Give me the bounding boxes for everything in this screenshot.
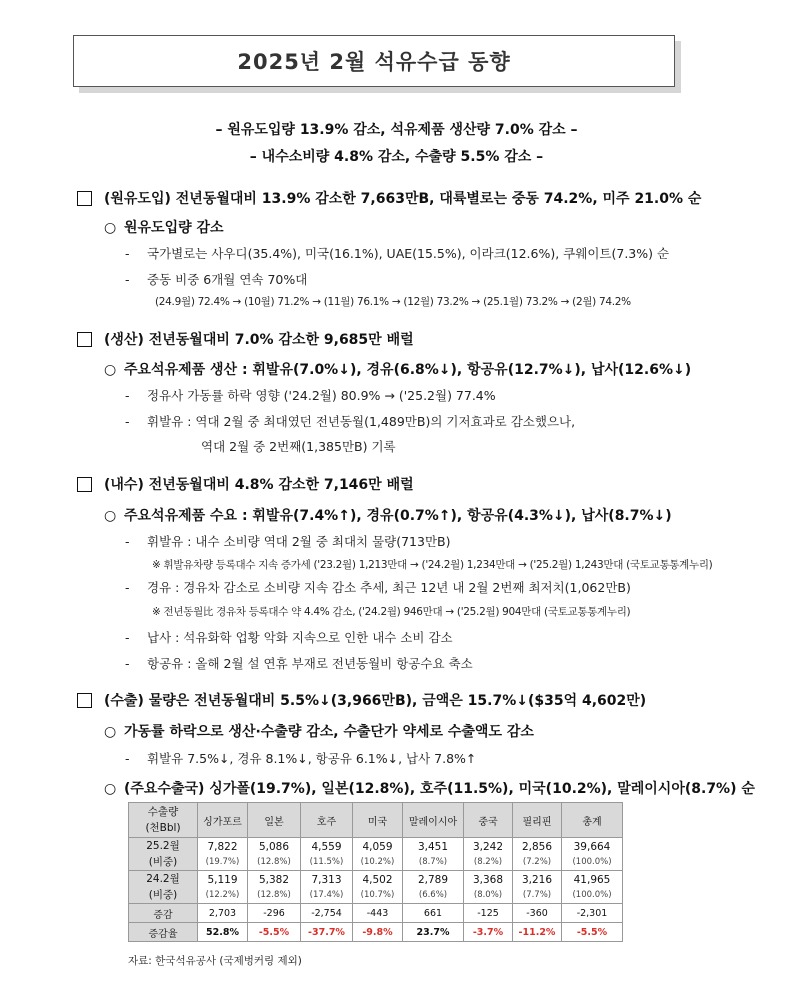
change-cell: -125: [464, 904, 513, 923]
dash-bullet-icon: -: [125, 630, 130, 645]
item-jetfuel-demand: [125, 654, 473, 672]
item-refinery-rate: [125, 386, 496, 404]
item-country-share: [125, 244, 669, 262]
sub-heading: (주요수출국) 싱가폴(19.7%), 일본(12.8%), 호주(11.5%), 미국(10.2%), 말레이시아(8.7%) 순: [124, 781, 755, 797]
table-cell: 5,382 (12.8%): [248, 871, 301, 904]
section-heading: (원유도입) 전년동월대비 13.9% 감소한 7,663만B, 대륙별로는 중동 74.2%, 미주 21.0% 순: [104, 191, 702, 207]
col-header: 필리핀: [513, 803, 562, 838]
table-cell: 4,559 (11.5%): [301, 838, 353, 871]
item-text: 중동 비중 6개월 연속 70%대: [147, 272, 308, 287]
change-cell: 2,703: [198, 904, 248, 923]
corner-top: 수출량: [147, 806, 179, 818]
sub-heading: 가동률 하락으로 생산·수출량 감소, 수출단가 약세로 수출액도 감소: [124, 724, 534, 740]
section-domestic: [77, 474, 414, 494]
dash-bullet-icon: -: [125, 534, 130, 549]
table-row-rate: [129, 923, 623, 942]
table-cell: 3,216 (7.7%): [513, 871, 562, 904]
source-note: 자료: 한국석유공사 (국제벙커링 제외): [128, 955, 302, 967]
table-cell: 5,086 (12.8%): [248, 838, 301, 871]
export-table: [128, 802, 623, 942]
circle-bullet-icon: ○: [104, 362, 117, 378]
sub-product-production: [104, 359, 691, 379]
col-header: 말레이시아: [403, 803, 464, 838]
row-label: 증감율: [129, 923, 198, 942]
title-box: [73, 35, 675, 87]
item-gasoline-production-cont: 역대 2월 중 2번째(1,385만B) 기록: [201, 439, 396, 454]
item-naphtha-demand: [125, 628, 453, 646]
change-cell: -360: [513, 904, 562, 923]
col-header: 총계: [562, 803, 623, 838]
checkbox-square-icon: [77, 332, 92, 347]
item-export-products: [125, 749, 476, 767]
table-header-row: [129, 803, 623, 838]
rate-cell: -37.7%: [301, 923, 353, 942]
dash-bullet-icon: -: [125, 246, 130, 261]
rate-cell: -9.8%: [353, 923, 403, 942]
table-cell: 3,242 (8.2%): [464, 838, 513, 871]
dash-bullet-icon: -: [125, 751, 130, 766]
circle-bullet-icon: ○: [104, 220, 117, 236]
change-cell: -443: [353, 904, 403, 923]
table-cell: 3,368 (8.0%): [464, 871, 513, 904]
table-cell: 4,059 (10.2%): [353, 838, 403, 871]
note-gasoline-vehicles: ※ 휘발유차량 등록대수 지속 증가세 ('23.2월) 1,213만대 → ('24.2월) 1,234만대 → ('25.2월) 1,243만대 (국토교통통계누리): [152, 559, 713, 571]
section-crude-import: [77, 188, 701, 208]
corner-bottom: (천Bbl): [145, 822, 181, 834]
table-cell: 7,822 (19.7%): [198, 838, 248, 871]
section-export: [77, 690, 646, 710]
item-gasoline-production: [125, 412, 575, 430]
dash-bullet-icon: -: [125, 580, 130, 595]
table-cell: 41,965 (100.0%): [562, 871, 623, 904]
checkbox-square-icon: [77, 477, 92, 492]
item-text: 항공유 : 올해 2월 설 연휴 부재로 전년동월비 항공수요 축소: [147, 656, 473, 671]
sub-heading: 주요석유제품 생산 : 휘발유(7.0%↓), 경유(6.8%↓), 항공유(12.7%↓), 납사(12.6%↓): [124, 362, 692, 378]
table-cell: 5,119 (12.2%): [198, 871, 248, 904]
change-cell: -296: [248, 904, 301, 923]
row-label: 25.2월 (비중): [129, 838, 198, 871]
circle-bullet-icon: ○: [104, 508, 117, 524]
section-heading: (생산) 전년동월대비 7.0% 감소한 9,685만 배럴: [104, 332, 414, 348]
rate-cell: -11.2%: [513, 923, 562, 942]
table-cell: 39,664 (100.0%): [562, 838, 623, 871]
row-label: 24.2월 (비중): [129, 871, 198, 904]
rate-cell: -3.7%: [464, 923, 513, 942]
checkbox-square-icon: [77, 191, 92, 206]
item-text: 휘발유 : 내수 소비량 역대 2월 중 최대치 물량(713만B): [147, 534, 451, 549]
table-corner-cell: [129, 803, 198, 838]
item-text: 휘발유 7.5%↓, 경유 8.1%↓, 항공유 6.1%↓, 납사 7.8%↑: [147, 751, 477, 766]
item-gasoline-demand: [125, 532, 451, 550]
sub-heading: 주요석유제품 수요 : 휘발유(7.4%↑), 경유(0.7%↑), 항공유(4.3%↓), 납사(8.7%↓): [124, 508, 672, 524]
dash-bullet-icon: -: [125, 414, 130, 429]
circle-bullet-icon: ○: [104, 724, 117, 740]
sub-export-countries: [104, 778, 755, 798]
mideast-trend: (24.9월) 72.4% → (10월) 71.2% → (11월) 76.1% → (12월) 73.2% → (25.1월) 73.2% → (2월) 74.2%: [155, 296, 631, 308]
table-cell: 4,502 (10.7%): [353, 871, 403, 904]
item-text: 납사 : 석유화학 업황 악화 지속으로 인한 내수 소비 감소: [147, 630, 453, 645]
item-text: 경유 : 경유차 감소로 소비량 지속 감소 추세, 최근 12년 내 2월 2번째 최저치(1,062만B): [147, 580, 631, 595]
sub-export-decrease: [104, 721, 534, 741]
item-mideast-share: [125, 270, 307, 288]
rate-cell: -5.5%: [562, 923, 623, 942]
table-cell: 7,313 (17.4%): [301, 871, 353, 904]
sub-product-demand: [104, 505, 672, 525]
section-production: [77, 329, 414, 349]
summary-line-2: – 내수소비량 4.8% 감소, 수출량 5.5% 감소 –: [249, 149, 544, 165]
sub-crude-decrease: [104, 217, 224, 237]
item-text: 국가별로는 사우디(35.4%), 미국(16.1%), UAE(15.5%), 이라크(12.6%), 쿠웨이트(7.3%) 순: [147, 246, 670, 261]
dash-bullet-icon: -: [125, 272, 130, 287]
change-cell: -2,301: [562, 904, 623, 923]
table-row-2024: [129, 871, 623, 904]
rate-cell: 52.8%: [198, 923, 248, 942]
col-header: 싱가포르: [198, 803, 248, 838]
col-header: 미국: [353, 803, 403, 838]
dash-bullet-icon: -: [125, 656, 130, 671]
table-row-change: [129, 904, 623, 923]
rate-cell: 23.7%: [403, 923, 464, 942]
rate-cell: -5.5%: [248, 923, 301, 942]
row-label: 증감: [129, 904, 198, 923]
page-title: 2025년 2월 석유수급 동향: [237, 50, 511, 74]
change-cell: 661: [403, 904, 464, 923]
circle-bullet-icon: ○: [104, 781, 117, 797]
table-cell: 3,451 (8.7%): [403, 838, 464, 871]
table-cell: 2,789 (6.6%): [403, 871, 464, 904]
section-heading: (수출) 물량은 전년동월대비 5.5%↓(3,966만B), 금액은 15.7%↓($35억 4,602만): [104, 693, 647, 709]
checkbox-square-icon: [77, 693, 92, 708]
col-header: 중국: [464, 803, 513, 838]
table-cell: 2,856 (7.2%): [513, 838, 562, 871]
col-header: 호주: [301, 803, 353, 838]
item-text: 휘발유 : 역대 2월 중 최대였던 전년동월(1,489만B)의 기저효과로 감소했으나,: [147, 414, 576, 429]
summary-line-1: – 원유도입량 13.9% 감소, 석유제품 생산량 7.0% 감소 –: [215, 122, 578, 138]
note-diesel-vehicles: ※ 전년동월比 경유차 등록대수 약 4.4% 감소, ('24.2월) 946만대 → ('25.2월) 904만대 (국토교통통계누리): [152, 606, 631, 618]
sub-heading: 원유도입량 감소: [124, 220, 224, 236]
dash-bullet-icon: -: [125, 388, 130, 403]
table-row-2025: [129, 838, 623, 871]
col-header: 일본: [248, 803, 301, 838]
section-heading: (내수) 전년동월대비 4.8% 감소한 7,146만 배럴: [104, 477, 414, 493]
change-cell: -2,754: [301, 904, 353, 923]
item-diesel-demand: [125, 578, 631, 596]
item-text: 정유사 가동률 하락 영향 ('24.2월) 80.9% → ('25.2월) 77.4%: [147, 388, 496, 403]
